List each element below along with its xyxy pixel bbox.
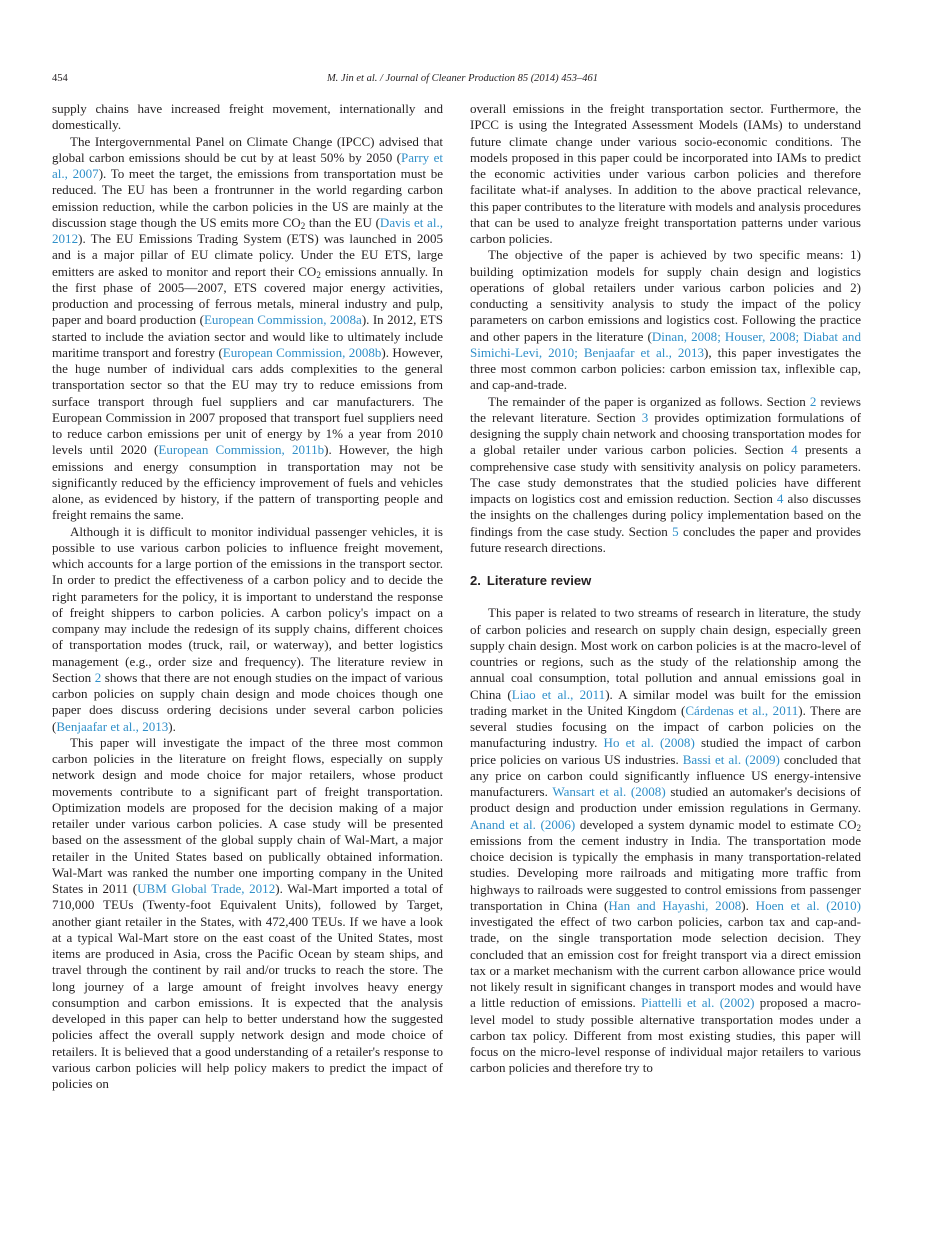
citation-link[interactable]: European Commission, 2011b [158, 442, 325, 458]
subscript: 2 [316, 269, 321, 280]
citation-link[interactable]: Ho et al. (2008) [603, 735, 695, 751]
text-run: This paper will investigate the impact of the three most common carbon policies in the literature on freight flows, especially on supply network design and mode choice for major retailers, whose product movements contribute to a significant part of freight transportation. Optimization models are proposed for the decision making of a major retailer under various carbon policies. A case study will be presented based on the assessment of the global supply chain of Wal-Mart, a major retailer in the United States based on publically obtained information. Wal-Mart was ranked the number one importing company in the United States in 2011 ( [52, 734, 443, 896]
section-link[interactable]: 5 [672, 523, 679, 539]
text-run: The remainder of the paper is organized as follows. Section [488, 393, 810, 409]
paragraph [470, 247, 861, 393]
text-run: concludes the paper and provides future research directions. [470, 523, 861, 555]
section-link[interactable]: 4 [791, 442, 798, 458]
text-run: ). However, the high emissions and energy consumption in transportation may not be significantly reduced by the efficiency improvement of fuels and vehicles alone, as evidenced by history, if the pattern of transporting people and freight remains the same. [52, 442, 443, 523]
text-run: The Intergovernmental Panel on Climate Change (IPCC) advised that global carbon emissions should be cut by at least 50% by 2050 ( [52, 133, 443, 165]
paragraph [52, 735, 443, 1093]
text-run: studied the impact of carbon price policies on various US industries. [470, 735, 861, 767]
text-run: investigated the effect of two carbon policies, carbon tax and cap-and-trade, on the single transportation mode selection decision. They concluded that an emission cost for freight transport via a direct emission tax or a market mechanism with the current carbon allowance price would not likely result in significant changes in transport modes and would have a little reduction of emissions. [470, 914, 861, 1011]
text-run: ), this paper investigates the three most common carbon policies: carbon emission tax, inflexible cap, and cap-and-trade. [470, 344, 862, 393]
text-run: ). However, the huge number of individual cars adds complexities to the general transportation sector so that the EU may try to reduce emissions from surface transport through fuel suppliers and car manufacturers. The European Commission in 2007 proposed that transport fuel suppliers need to reduce carbon emissions per unit of energy by 1% a year from 2010 levels until 2020 ( [52, 344, 443, 458]
text-run: proposed a macro-level model to study possible alternative transportation modes under a carbon tax policy. Different from most existing studies, this paper will focus on the micro-level response of individual major retailers to various carbon policies and therefore try to [470, 995, 861, 1076]
citation-link[interactable]: UBM Global Trade, 2012 [137, 881, 276, 896]
section-link[interactable]: 4 [776, 491, 784, 506]
citation-link[interactable]: Davis et al., 2012 [52, 214, 443, 246]
text-run: developed a system dynamic model to estimate CO [575, 816, 857, 832]
section-heading [470, 573, 861, 589]
subscript: 2 [856, 822, 861, 833]
page-number: 454 [52, 73, 68, 84]
text-run: presents a comprehensive case study with sensitivity analysis on policy parameters. The case study demonstrates that the studied policies have different impacts on logistics cost and emission reduction. Section [470, 442, 861, 506]
section-link[interactable]: 3 [641, 409, 649, 425]
text-run: Although it is difficult to monitor individual passenger vehicles, it is possible to use various carbon policies to influence freight movement, which accounts for a large portion of the emissions in the transport sector. In order to predict the effectiveness of a carbon policy and to decide the right parameters for the policy, it is important to understand the response of freight shippers to carbon policies. A carbon policy's impact on a company may include the redesign of its supply chains, different choices of transportation modes (truck, rail, or waterway), and better logistics management (e.g., order size and frequency). The literature review in Section [52, 523, 443, 685]
text-run: concluded that any price on carbon could significantly influence US energy-intensive manufacturers. [470, 751, 862, 799]
left-column [52, 101, 443, 1092]
text-run: emissions from the cement industry in India. The transportation mode choice decision is typically the emphasis in many transportation-related studies. Developing more railroads and mitigating more traffic from highways to railroads were suggested to control emissions from passenger transportation in China ( [470, 832, 861, 913]
citation-link[interactable]: Benjaafar et al., 2013 [56, 718, 169, 734]
citation-link[interactable]: Wansart et al. (2008) [552, 784, 666, 799]
citation-link[interactable]: Hoen et al. (2010) [755, 897, 862, 913]
text-run: than the EU ( [305, 214, 380, 230]
text-run: ). The EU Emissions Trading System (ETS) was launched in 2005 and is a major pillar of EU climate policy. Under the EU ETS, large emitters are asked to monitor and report their CO [52, 231, 443, 279]
section-title: Literature review [486, 573, 592, 588]
text-run: overall emissions in the freight transportation sector. Furthermore, the IPCC is using the Integrated Assessment Models (IAMs) to understand future climate change under various socio-economic conditions. The models proposed in this paper could be incorporated into IAMs to predict the economic activities under various carbon policies and therefore facilitate what-if analyses. In addition to the above practical relevance, this paper contributes to the literature with models and analysis procedures that can be used to analyze freight transportation patterns under various carbon policies. [470, 101, 861, 246]
text-run: ). A similar model was built for the emission trading market in the United Kingdom ( [470, 686, 861, 718]
right-column [470, 101, 861, 1077]
section-number: 2. [470, 573, 481, 588]
text-run: The objective of the paper is achieved by two specific means: 1) building optimization models for supply chain design and logistics operations of global retailers under various carbon policies and 2) conducting a sensitivity analysis to study the impact of the policy parameters on carbon emissions and logistics cost. Following the practice and other papers in the literature ( [470, 247, 861, 344]
citation-link[interactable]: Dinan, 2008; Houser, 2008; Diabat and Simichi-Levi, 2010; Benjaafar et al., 2013 [470, 328, 861, 360]
citation-link[interactable]: Liao et al., 2011 [511, 686, 606, 702]
text-run: studied an automaker's decisions of product design and production under emission regulations in Germany. [470, 784, 861, 816]
running-head: M. Jin et al. / Journal of Cleaner Production 85 (2014) 453–461 [326, 73, 599, 84]
paragraph [470, 605, 861, 1076]
citation-link[interactable]: Han and Hayashi, 2008 [608, 897, 742, 913]
paragraph [470, 394, 861, 557]
citation-link[interactable]: Parry et al., 2007 [52, 149, 443, 181]
text-run: also discusses the insights on the challenges during policy implementation based on the findings from the case study. Section [470, 491, 862, 539]
text-run: reviews the relevant literature. Section [470, 393, 861, 425]
citation-link[interactable]: Piattelli et al. (2002) [641, 995, 755, 1011]
text-run: ). In 2012, ETS started to include the aviation sector and would like to ultimately include maritime transport and forestry ( [52, 312, 444, 360]
subscript: 2 [300, 220, 306, 231]
citation-link[interactable]: Bassi et al. (2009) [682, 751, 780, 767]
citation-link[interactable]: European Commission, 2008a [203, 312, 362, 328]
text-run: emissions annually. In the first phase of 2005—2007, ETS covered major energy activities, production and processing of ferrous metals, mineral industry and pulp, paper and board production ( [52, 263, 443, 328]
section-link[interactable]: 2 [94, 669, 102, 685]
text-run: ). [168, 718, 176, 734]
text-run: supply chains have increased freight movement, internationally and domestically. [52, 101, 443, 133]
section-link[interactable]: 2 [809, 393, 817, 409]
text-run: This paper is related to two streams of research in literature, the study of carbon policies and research on supply chain design, especially green supply chain design. Most work on carbon policies is at the macro-level of countries or regions, such as the study of the relationship among the annual coal consumption, total pollution and annual emissions goal in China ( [470, 605, 861, 702]
paragraph [470, 101, 861, 247]
citation-link[interactable]: Cárdenas et al., 2011 [685, 702, 799, 718]
text-run: ). Wal-Mart imported a total of 710,000 TEUs (Twenty-foot Equivalent Units), followed by Target, another giant retailer in the States, with 472,400 TEUs. If we have a look at a typical Wal-Mart store on the east coast of the United States, most items are produced in Asia, cross the Pacific Ocean by steam ships, and travel through the continent by rail and/or trucks to reach the store. The long journey of a large amount of freight involves heavy energy consumption and carbon emissions. It is expected that the analysis developed in this paper can help to better understand how the suggested policies affect the overall supply network design and mode choice of retailers. It is believed that a good understanding of a retailer's response to various carbon policies will help policy makers to predict the impact of policies on [52, 881, 443, 1091]
citation-link[interactable]: European Commission, 2008b [222, 344, 382, 360]
text-run: ). To meet the target, the emissions from transportation must be reduced. The EU has been a frontrunner in the world regarding carbon emission reduction, while the carbon policies in the US are mainly at the discussion stage though the US emits more CO [52, 166, 444, 230]
text-run: ). [741, 897, 756, 913]
text-run: shows that there are not enough studies on the impact of various carbon policies on supply chain design and mode choices though one paper does discuss ordering decisions under several carbon policies ( [52, 669, 443, 734]
paragraph [52, 101, 443, 134]
paragraph [52, 524, 443, 735]
text-run: provides optimization formulations of designing the supply chain network and choosing transportation modes for a global retailer under various carbon policies. Section [470, 409, 862, 458]
citation-link[interactable]: Anand et al. (2006) [470, 816, 576, 832]
text-run: ). There are several studies focusing on the impact of carbon policies on the manufacturing industry. [470, 702, 861, 751]
paragraph [52, 134, 443, 524]
